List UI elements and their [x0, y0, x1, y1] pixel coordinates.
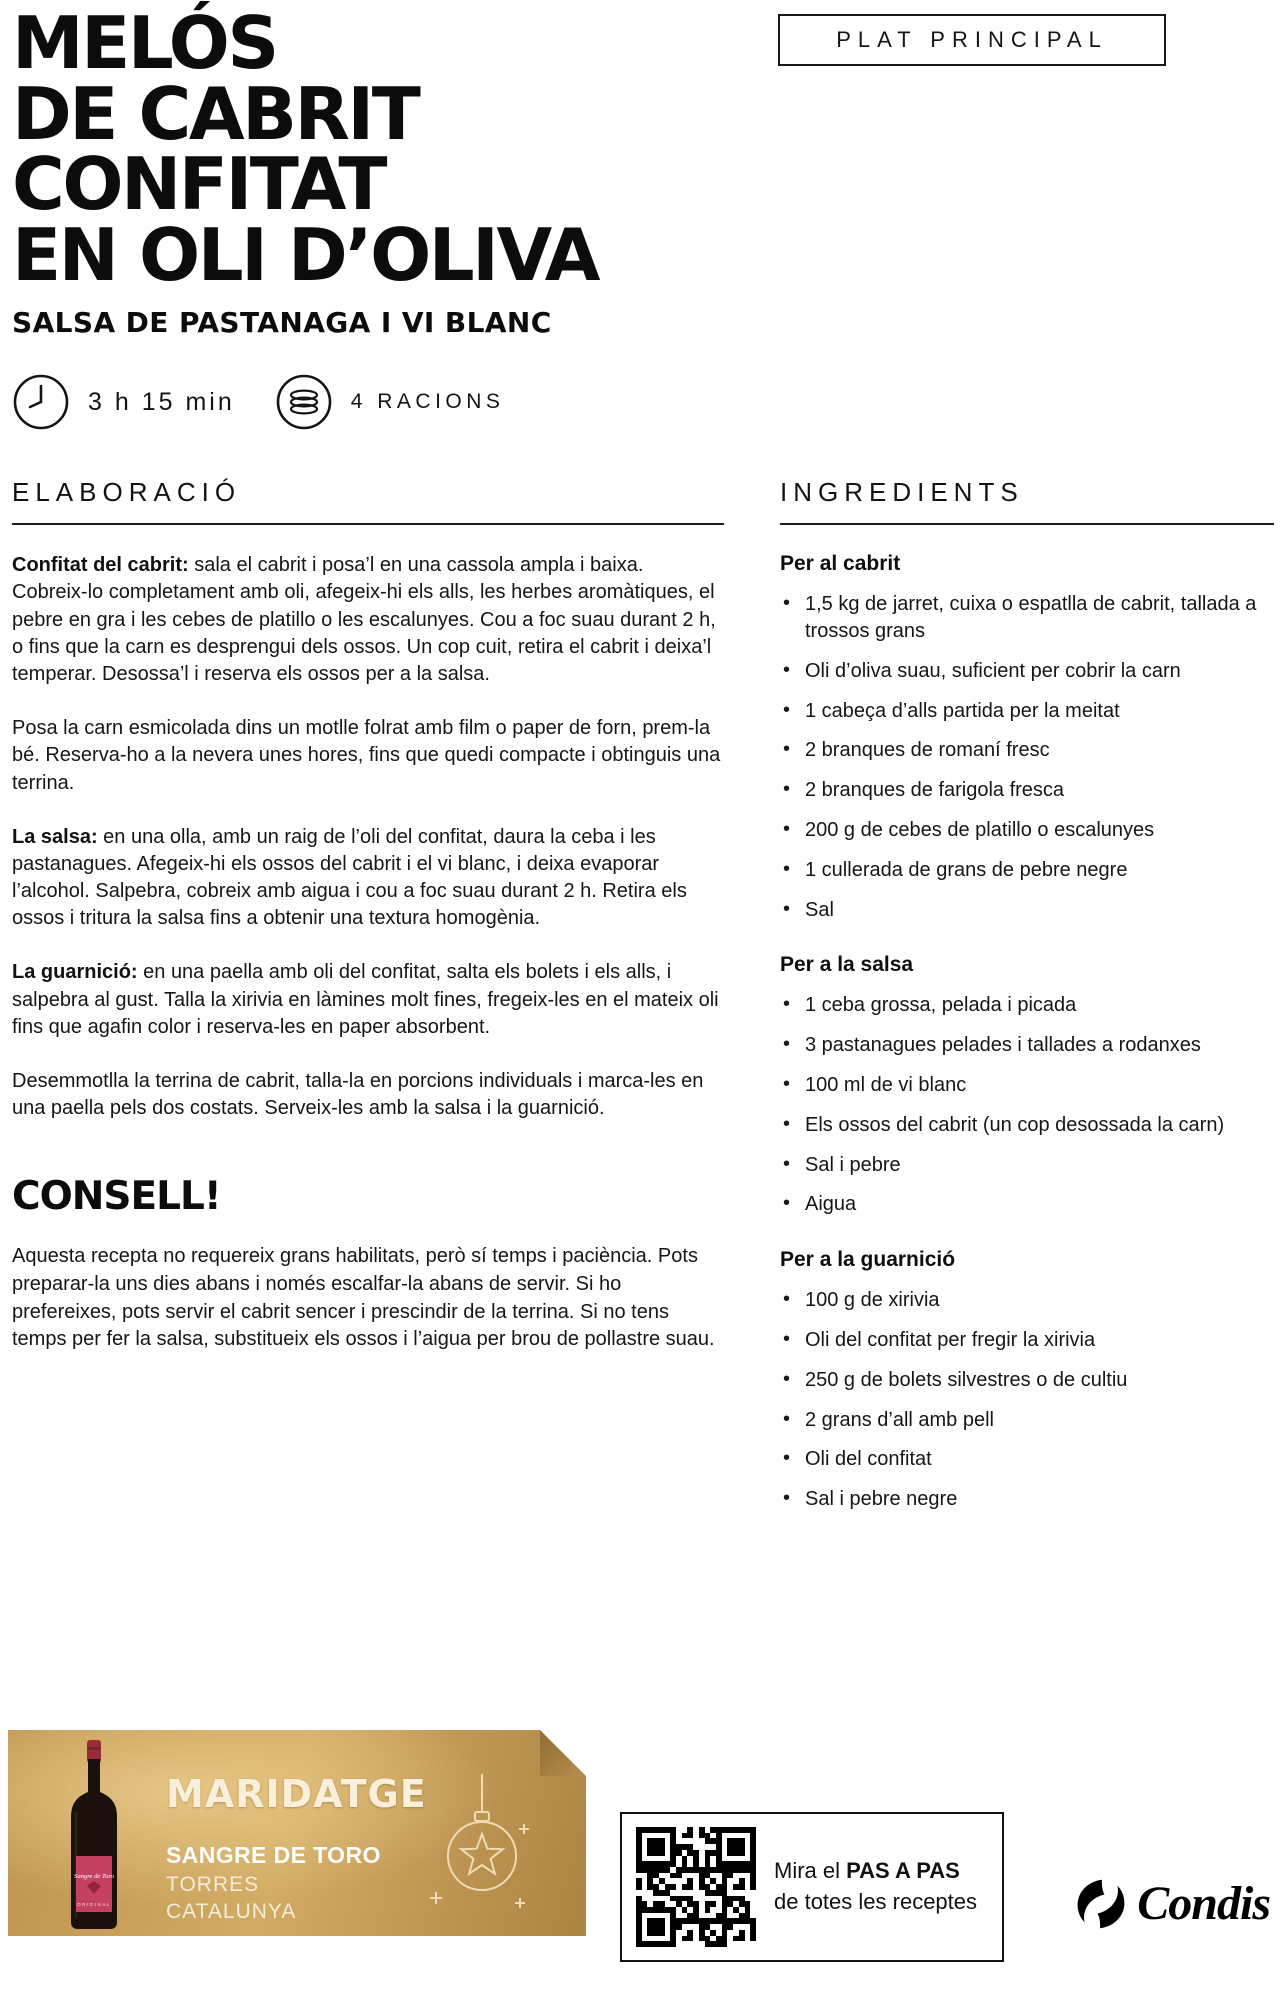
ingredient-item: • Oli del confitat per fregir la xirivia	[780, 1327, 1274, 1354]
ingredients-list	[780, 552, 1274, 1513]
ingredient-item: • Oli d’oliva suau, suficient per cobrir la carn	[780, 658, 1274, 685]
ingredient-item: • 2 grans d’all amb pell	[780, 1407, 1274, 1434]
wine-bottle-image	[54, 1740, 136, 1932]
title-line: EN OLI D’OLIVA	[12, 212, 598, 297]
ingredient-item: • Sal i pebre	[780, 1152, 1274, 1179]
ingredient-item: • Els ossos del cabrit (un cop desossada la carn)	[780, 1112, 1274, 1139]
maridatge-banner	[8, 1730, 586, 1936]
brand-name: Condis	[1137, 1877, 1270, 1930]
ingredients-column	[780, 477, 1274, 1539]
paragraph-text: en una olla, amb un raig de l’oli del confitat, daura la ceba i les pastanagues. Afegeix-hi els ossos del cabrit i el vi blanc, i deixa evaporar l’alcohol. Salpebra, cobreix amb aigua i cou a foc suau durant 2 h. Retira els ossos i tritura la salsa fins a obtenir una textura homogènia.	[12, 825, 687, 930]
paragraph-text: en una paella amb oli del confitat, salta els bolets i els alls, i salpebra al gust. Talla la xirivia en làmines molt fines, fregeix-les en el mateix oli fins que agafin color i reserva-les en paper absorbent.	[12, 961, 719, 1038]
qr-panel	[620, 1812, 1004, 1962]
condis-leaf-icon	[1075, 1878, 1127, 1930]
christmas-ornament-icon	[420, 1774, 544, 1934]
ingredient-item: • 1 cullerada de grans de pebre negre	[780, 857, 1274, 884]
elaboration-paragraph	[12, 715, 724, 797]
category-badge	[778, 14, 1166, 66]
brand-logo	[1075, 1876, 1270, 1931]
wine-producer: TORRES	[166, 1873, 260, 1896]
header	[12, 1, 1274, 431]
paragraph-lead: Confitat del cabrit:	[12, 554, 189, 577]
qr-caption-line1	[774, 1856, 977, 1887]
ingredient-item: • 1 ceba grossa, pelada i picada	[780, 992, 1274, 1019]
category-label: PLAT PRINCIPAL	[836, 27, 1108, 52]
qr-caption-pre: Mira el	[774, 1858, 847, 1884]
servings-label: 4 RACIONS	[350, 390, 505, 414]
title-line: DE CABRIT	[12, 71, 419, 156]
ingredient-item: • Sal i pebre negre	[780, 1486, 1274, 1513]
ingredient-item: • 250 g de bolets silvestres o de cultiu	[780, 1367, 1274, 1394]
ingredient-group	[780, 1287, 1274, 1513]
qr-caption	[774, 1856, 977, 1918]
footer	[0, 1726, 1288, 1976]
paragraph-text: sala el cabrit i posa’l en una cassola ampla i baixa. Cobreix-lo completament amb oli, afegeix-hi els alls, les herbes aromàtiques, el pebre en gra i les cebes de platillo o les escalunyes. Cou a foc suau durant 2 h, o fins que la carn es desprengui dels ossos. Un cop cuit, retira el cabrit i deixa’l temperar. Desossa’l i reserva els ossos per a la salsa.	[12, 554, 716, 685]
ingredient-item: • Aigua	[780, 1191, 1274, 1218]
elaboration-divider	[12, 523, 724, 525]
time-group	[12, 373, 235, 431]
paragraph-lead: La guarnició:	[12, 961, 138, 984]
ingredient-group-title: Per a la guarnició	[780, 1248, 956, 1272]
time-label: 3 h 15 min	[88, 387, 235, 416]
maridatge-heading: MARIDATGE	[166, 1772, 427, 1816]
title-line: MELÓS	[12, 1, 277, 85]
ingredient-group-title: Per al cabrit	[780, 552, 901, 576]
servings-group	[275, 373, 505, 431]
elaboration-paragraph	[12, 824, 724, 933]
ingredient-item: • 200 g de cebes de platillo o escalunyes	[780, 817, 1274, 844]
ingredient-item: • 1,5 kg de jarret, cuixa o espatlla de cabrit, tallada a trossos grans	[780, 591, 1274, 645]
qr-caption-bold: PAS A PAS	[846, 1858, 960, 1884]
clock-icon	[12, 373, 70, 431]
ingredient-item: • 3 pastanagues pelades i tallades a rodanxes	[780, 1032, 1274, 1059]
content-columns	[12, 477, 1274, 1539]
elaboration-column	[12, 477, 724, 1539]
consell-heading: CONSELL!	[12, 1174, 221, 1220]
ingredient-item: • Oli del confitat	[780, 1446, 1274, 1473]
ingredients-heading: INGREDIENTS	[780, 477, 1024, 508]
bottle-label-text: Sangre de Toro	[74, 1873, 114, 1880]
elaboration-text	[12, 552, 724, 1122]
recipe-meta	[12, 373, 1274, 431]
ingredient-group	[780, 992, 1274, 1218]
elaboration-paragraph	[12, 1068, 724, 1122]
qr-caption-line2: de totes les receptes	[774, 1889, 978, 1914]
paragraph-lead: La salsa:	[12, 825, 98, 848]
paragraph-text: Desemmotlla la terrina de cabrit, talla-la en porcions individuals i marca-les en una paella pels dos costats. Serveix-les amb la salsa i la guarnició.	[12, 1070, 704, 1120]
elaboration-paragraph	[12, 959, 724, 1041]
ingredients-divider	[780, 523, 1274, 525]
bottle-label-small-text: ORIGINAL	[77, 1902, 111, 1907]
ingredient-item: • 100 ml de vi blanc	[780, 1072, 1274, 1099]
ingredient-item: • 2 branques de farigola fresca	[780, 777, 1274, 804]
ingredient-item: • 2 branques de romaní fresc	[780, 737, 1274, 764]
elaboration-heading: ELABORACIÓ	[12, 477, 242, 508]
recipe-subtitle: SALSA DE PASTANAGA I VI BLANC	[12, 306, 552, 340]
elaboration-paragraph	[12, 552, 724, 688]
paragraph-text: Posa la carn esmicolada dins un motlle folrat amb film o paper de forn, prem-la bé. Reserva-ho a la nevera unes hores, fins que quedi compacte i obtinguis una terrina.	[12, 717, 721, 794]
wine-name: SANGRE DE TORO	[166, 1842, 381, 1868]
ingredient-item: • 1 cabeça d’alls partida per la meitat	[780, 698, 1274, 725]
ingredient-group-title: Per a la salsa	[780, 953, 914, 977]
consell-text: Aquesta recepta no requereix grans habilitats, però sí temps i paciència. Pots preparar-la uns dies abans i només escalfar-la abans de servir. Si ho prefereixes, pots servir el cabrit sencer i prescindir de la terrina. Si no tens temps per fer la salsa, substitueix els ossos i l’aigua per brou de pollastre suau.	[12, 1245, 715, 1351]
ingredient-item: • 100 g de xirivia	[780, 1287, 1274, 1314]
ingredient-group	[780, 591, 1274, 923]
title-line: CONFITAT	[12, 142, 386, 227]
ingredient-item: • Sal	[780, 897, 1274, 924]
stacked-plates-icon	[275, 373, 333, 431]
qr-code	[636, 1827, 756, 1947]
wine-region: CATALUNYA	[166, 1900, 297, 1923]
